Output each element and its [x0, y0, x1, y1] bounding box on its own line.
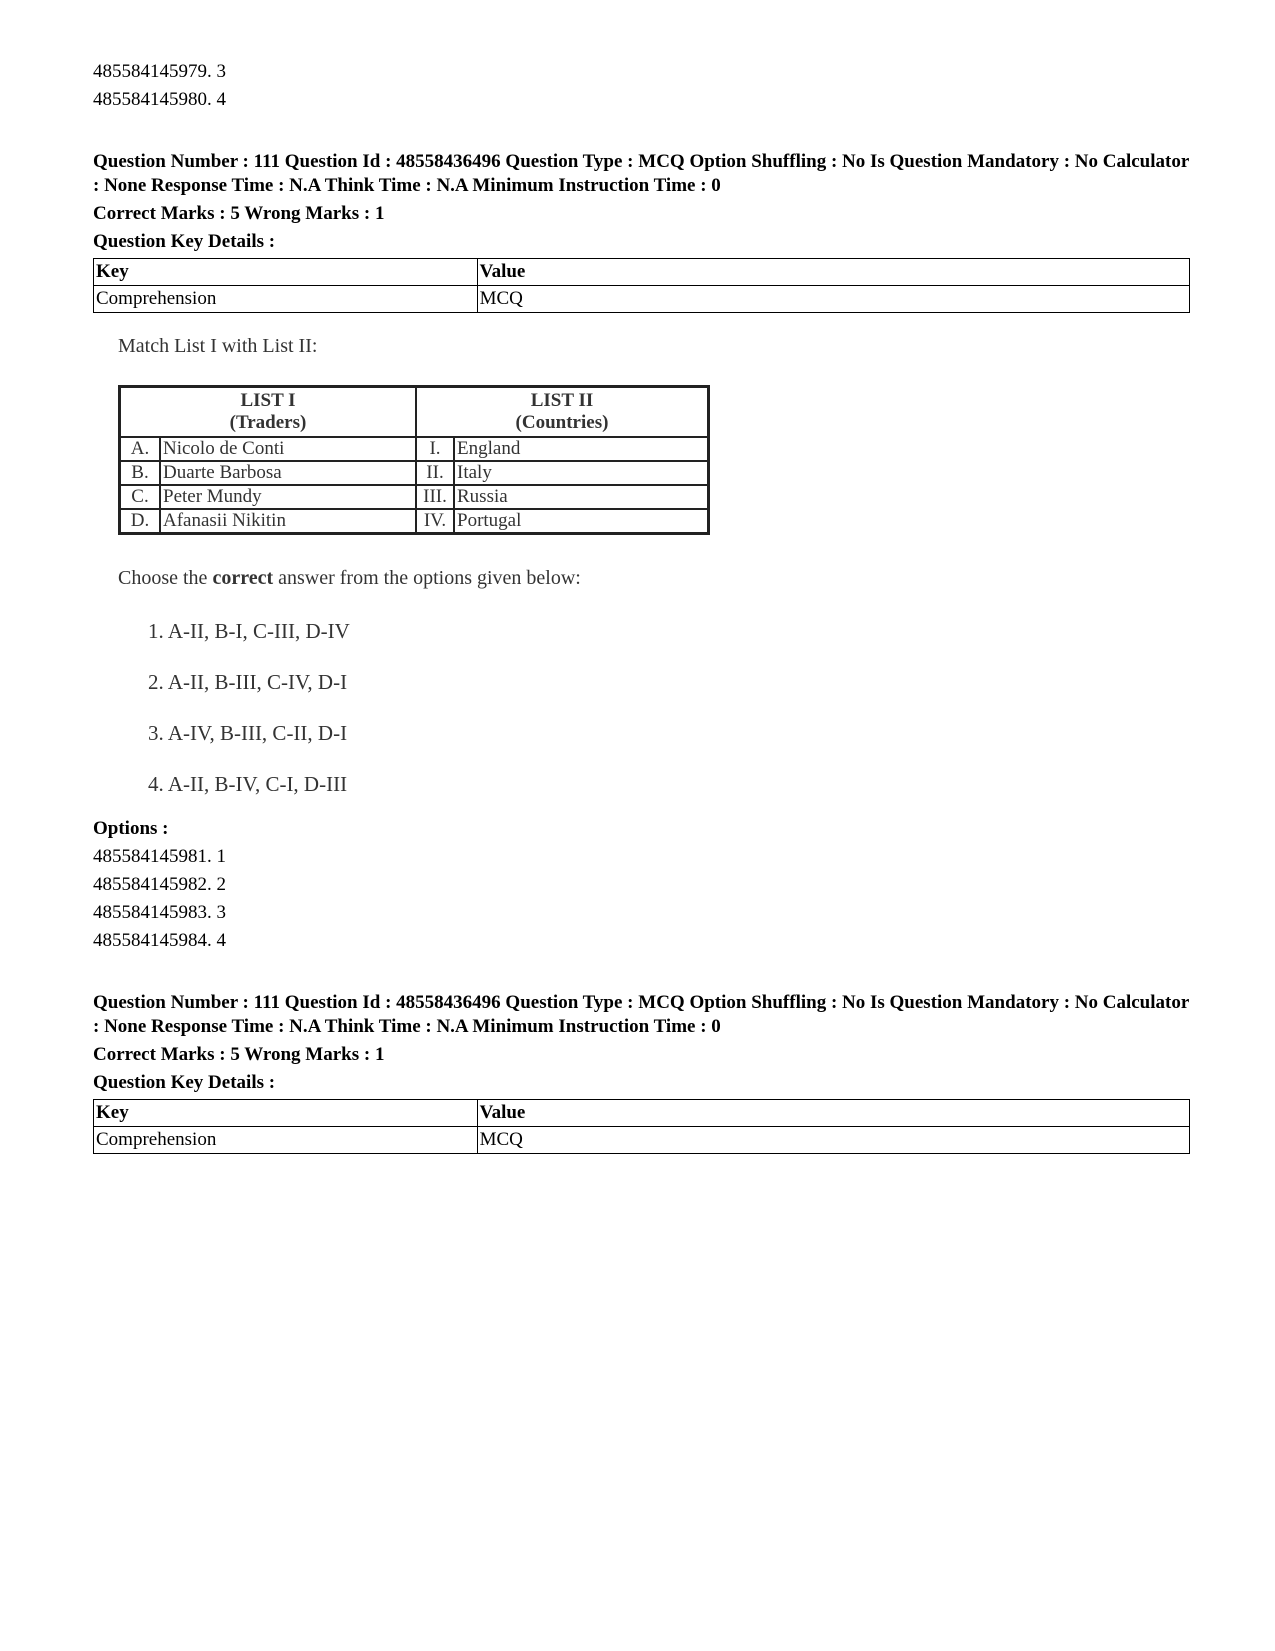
table-row: [120, 509, 709, 534]
key-cell: Comprehension: [94, 286, 478, 313]
question-header: Question Number : 111 Question Id : 48558436496 Question Type : MCQ Option Shuffling : No Is Question Mandatory : No Calculator : None Response Time : N.A Think Time : N.A Minimum Instruction Time : 0: [93, 992, 1189, 1037]
question-image: [118, 335, 718, 815]
choice-1: 1. A-II, B-I, C-III, D-IV: [148, 619, 350, 643]
question-instruction: Choose the correct answer from the options given below:: [118, 567, 581, 589]
table-row: [120, 437, 709, 461]
list1-item: Nicolo de Conti: [160, 437, 416, 461]
key-table-header-row: [94, 1100, 1190, 1127]
choice-3: 3. A-IV, B-III, C-II, D-I: [148, 721, 348, 745]
list2-label: I.: [416, 437, 454, 461]
option-2: 485584145982. 2: [93, 874, 226, 895]
match-header-row: [120, 387, 709, 438]
value-header: Value: [477, 259, 1189, 286]
option-4: 485584145984. 4: [93, 930, 226, 951]
key-details-label: Question Key Details :: [93, 1072, 276, 1093]
key-cell: Comprehension: [94, 1127, 478, 1154]
list1-label: C.: [120, 485, 161, 509]
prev-option-3: 485584145979. 3: [93, 61, 226, 82]
prev-option-4: 485584145980. 4: [93, 89, 226, 110]
key-details-table: [93, 258, 1190, 313]
list2-item: Italy: [454, 461, 709, 485]
value-header: Value: [477, 1100, 1189, 1127]
list2-item: Russia: [454, 485, 709, 509]
key-details-label: Question Key Details :: [93, 231, 276, 252]
list1-header: LIST I (Traders): [120, 387, 417, 438]
match-table: [118, 385, 710, 535]
list2-header: LIST II (Countries): [416, 387, 709, 438]
question-block-1: [93, 150, 1190, 313]
list1-item: Afanasii Nikitin: [160, 509, 416, 534]
list2-item: England: [454, 437, 709, 461]
question-intro: Match List I with List II:: [118, 335, 318, 357]
list2-label: III.: [416, 485, 454, 509]
list1-label: D.: [120, 509, 161, 534]
list2-label: IV.: [416, 509, 454, 534]
table-row: [120, 485, 709, 509]
list1-label: B.: [120, 461, 161, 485]
key-header: Key: [94, 1100, 478, 1127]
key-table-header-row: [94, 259, 1190, 286]
value-cell: MCQ: [477, 286, 1189, 313]
document-page: [93, 58, 1190, 1154]
table-row: [120, 461, 709, 485]
table-row: [94, 286, 1190, 313]
option-1: 485584145981. 1: [93, 846, 226, 867]
table-row: [94, 1127, 1190, 1154]
list1-item: Duarte Barbosa: [160, 461, 416, 485]
choice-2: 2. A-II, B-III, C-IV, D-I: [148, 670, 348, 694]
question-block-2: [93, 991, 1190, 1154]
options-label: Options :: [93, 818, 169, 839]
list2-label: II.: [416, 461, 454, 485]
option-3: 485584145983. 3: [93, 902, 226, 923]
marks-line: Correct Marks : 5 Wrong Marks : 1: [93, 1044, 385, 1065]
value-cell: MCQ: [477, 1127, 1189, 1154]
marks-line: Correct Marks : 5 Wrong Marks : 1: [93, 203, 385, 224]
list2-item: Portugal: [454, 509, 709, 534]
question-header: Question Number : 111 Question Id : 48558436496 Question Type : MCQ Option Shuffling : No Is Question Mandatory : No Calculator : None Response Time : N.A Think Time : N.A Minimum Instruction Time : 0: [93, 151, 1189, 196]
key-details-table: [93, 1099, 1190, 1154]
list1-item: Peter Mundy: [160, 485, 416, 509]
key-header: Key: [94, 259, 478, 286]
list1-label: A.: [120, 437, 161, 461]
choice-4: 4. A-II, B-IV, C-I, D-III: [148, 772, 348, 796]
